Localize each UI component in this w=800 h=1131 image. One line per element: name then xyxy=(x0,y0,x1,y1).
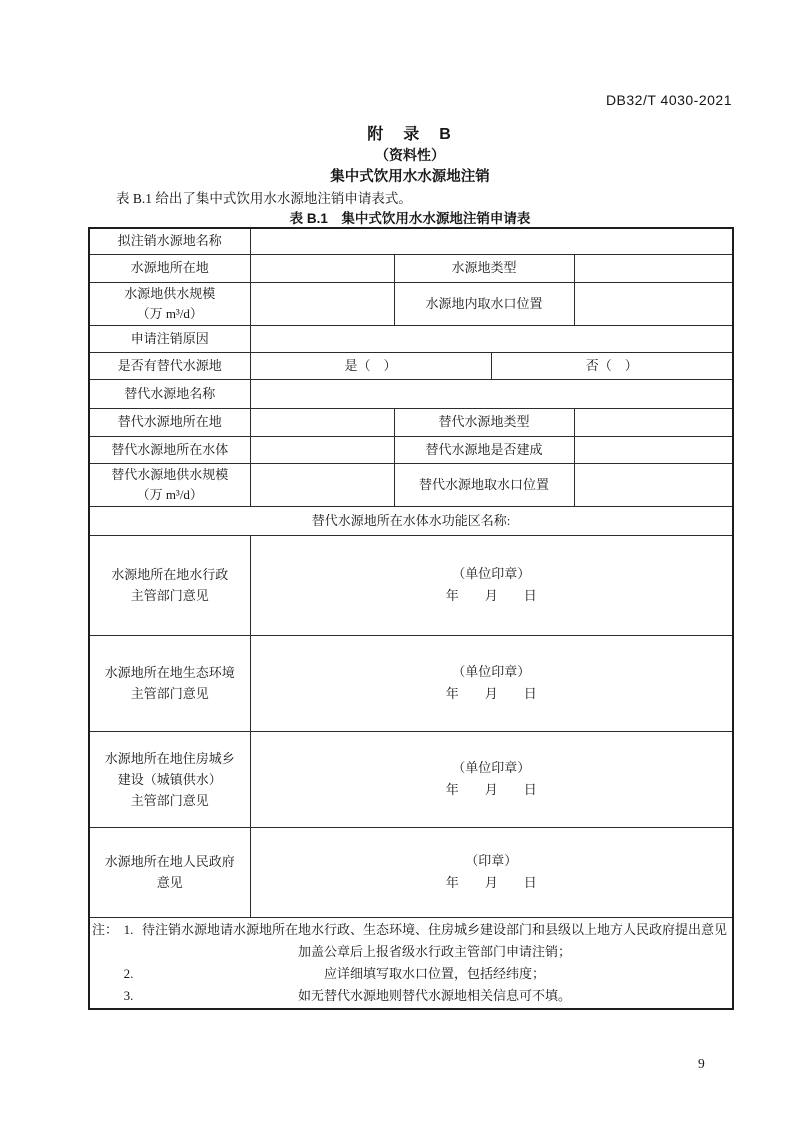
field-label-alt-type: 替代水源地类型 xyxy=(394,408,574,436)
field-label-alt-location: 替代水源地所在地 xyxy=(89,408,250,436)
appendix-title: 集中式饮用水水源地注销 xyxy=(330,169,490,185)
alt-supply-scale-line1: 替代水源地供水规模 xyxy=(111,466,229,482)
input-supply-scale xyxy=(250,282,394,325)
opinion-label-line: 水源地所在地住房城乡 xyxy=(104,750,235,766)
input-alt-completed xyxy=(574,436,733,463)
field-label-cancel-reason: 申请注销原因 xyxy=(89,325,250,352)
field-label-alt-water-body: 替代水源地所在水体 xyxy=(89,436,250,463)
field-label-alt-completed: 替代水源地是否建成 xyxy=(394,436,574,463)
table-row xyxy=(89,917,733,1009)
deregistration-form-table xyxy=(88,227,734,1010)
date-placeholder: 年 月 日 xyxy=(445,875,537,890)
note-number: 1. xyxy=(123,921,134,937)
supply-scale-line1: 水源地供水规模 xyxy=(124,285,216,301)
field-label-alt-supply-scale xyxy=(89,463,250,506)
input-alt-location xyxy=(250,408,394,436)
opinion-label-line: 主管部门意见 xyxy=(130,686,209,701)
stamp-placeholder: （印章） xyxy=(465,853,518,868)
table-row xyxy=(89,436,733,463)
input-source-type xyxy=(574,254,733,282)
date-placeholder: 年 月 日 xyxy=(445,686,537,701)
table-row xyxy=(89,379,733,408)
date-placeholder: 年 月 日 xyxy=(445,588,537,603)
input-intake-position xyxy=(574,282,733,325)
field-label-water-admin-opinion xyxy=(89,535,250,635)
field-label-eco-env-opinion xyxy=(89,635,250,731)
appendix-heading: 附 录 B xyxy=(367,126,453,143)
standard-number: DB32/T 4030-2021 xyxy=(605,92,732,108)
table-row xyxy=(89,228,733,254)
table-row xyxy=(89,325,733,352)
input-water-admin-opinion xyxy=(250,535,733,635)
date-placeholder: 年 月 日 xyxy=(445,782,537,797)
note-number: 3. xyxy=(123,987,134,1003)
table-row xyxy=(89,254,733,282)
input-proposed-source-name xyxy=(250,228,733,254)
note-item xyxy=(118,985,730,1007)
input-alt-water-body xyxy=(250,436,394,463)
unit-stamp-placeholder: （单位印章） xyxy=(452,664,531,679)
notes-block xyxy=(92,919,730,1007)
opinion-label-line: 建设（城镇供水） xyxy=(117,771,222,787)
notes-list xyxy=(118,919,730,1007)
table-row xyxy=(89,731,733,827)
input-cancel-reason xyxy=(250,325,733,352)
table-row xyxy=(89,506,733,535)
field-label-source-location: 水源地所在地 xyxy=(89,254,250,282)
field-label-peoples-government-opinion xyxy=(89,827,250,917)
input-alt-supply-scale xyxy=(250,463,394,506)
field-label-alt-function-zone: 替代水源地所在水体水功能区名称: xyxy=(89,506,733,535)
input-alt-type xyxy=(574,408,733,436)
intro-paragraph: 表 B.1 给出了集中式饮用水水源地注销申请表式。 xyxy=(116,191,412,206)
input-alt-intake-position xyxy=(574,463,733,506)
input-peoples-government-opinion xyxy=(250,827,733,917)
note-text: 应详细填写取水口位置，包括经纬度； xyxy=(324,965,546,981)
notes-label: 注： xyxy=(92,921,119,937)
field-label-proposed-source-name: 拟注销水源地名称 xyxy=(89,228,250,254)
table-row xyxy=(89,827,733,917)
input-housing-construction-opinion xyxy=(250,731,733,827)
note-item xyxy=(118,919,730,963)
option-no-cell: 否（ ） xyxy=(491,352,733,379)
supply-scale-line2: （万 m³/d） xyxy=(136,305,203,321)
opinion-label-line: 主管部门意见 xyxy=(130,792,209,808)
unit-stamp-placeholder: （单位印章） xyxy=(452,566,531,581)
input-eco-env-opinion xyxy=(250,635,733,731)
table-row xyxy=(89,408,733,436)
field-label-supply-scale xyxy=(89,282,250,325)
field-label-source-type: 水源地类型 xyxy=(394,254,574,282)
classification-heading: （资料性） xyxy=(375,147,445,163)
field-label-alt-source-name: 替代水源地名称 xyxy=(89,379,250,408)
note-number: 2. xyxy=(123,965,134,981)
unit-stamp-placeholder: （单位印章） xyxy=(452,760,531,775)
alt-supply-scale-line2: （万 m³/d） xyxy=(136,486,203,502)
field-label-intake-position: 水源地内取水口位置 xyxy=(394,282,574,325)
opinion-label-line: 水源地所在地人民政府 xyxy=(104,854,235,869)
opinion-label-line: 水源地所在地生态环境 xyxy=(104,665,235,680)
field-label-alt-intake-position: 替代水源地取水口位置 xyxy=(394,463,574,506)
note-text: 如无替代水源地则替代水源地相关信息可不填。 xyxy=(298,987,572,1003)
table-row xyxy=(89,463,733,506)
opinion-label-line: 水源地所在地水行政 xyxy=(111,567,229,582)
table-row xyxy=(89,635,733,731)
note-item xyxy=(118,963,730,985)
notes-cell xyxy=(89,917,733,1009)
page-number: 9 xyxy=(698,1056,705,1071)
opinion-label-line: 意见 xyxy=(156,875,183,890)
opinion-label-line: 主管部门意见 xyxy=(130,588,209,603)
option-yes-cell: 是（ ） xyxy=(250,352,491,379)
input-alt-source-name xyxy=(250,379,733,408)
table-caption: 表 B.1 集中式饮用水水源地注销申请表 xyxy=(289,211,531,226)
table-row xyxy=(89,535,733,635)
input-source-location xyxy=(250,254,394,282)
note-text: 待注销水源地请水源地所在地水行政、生态环境、住房城乡建设部门和县级以上地方人民政府提出意见加盖公章后上报省级水行政主管部门申请注销； xyxy=(142,921,728,959)
table-row xyxy=(89,352,733,379)
field-label-has-alternative: 是否有替代水源地 xyxy=(89,352,250,379)
field-label-housing-construction-opinion xyxy=(89,731,250,827)
table-row xyxy=(89,282,733,325)
